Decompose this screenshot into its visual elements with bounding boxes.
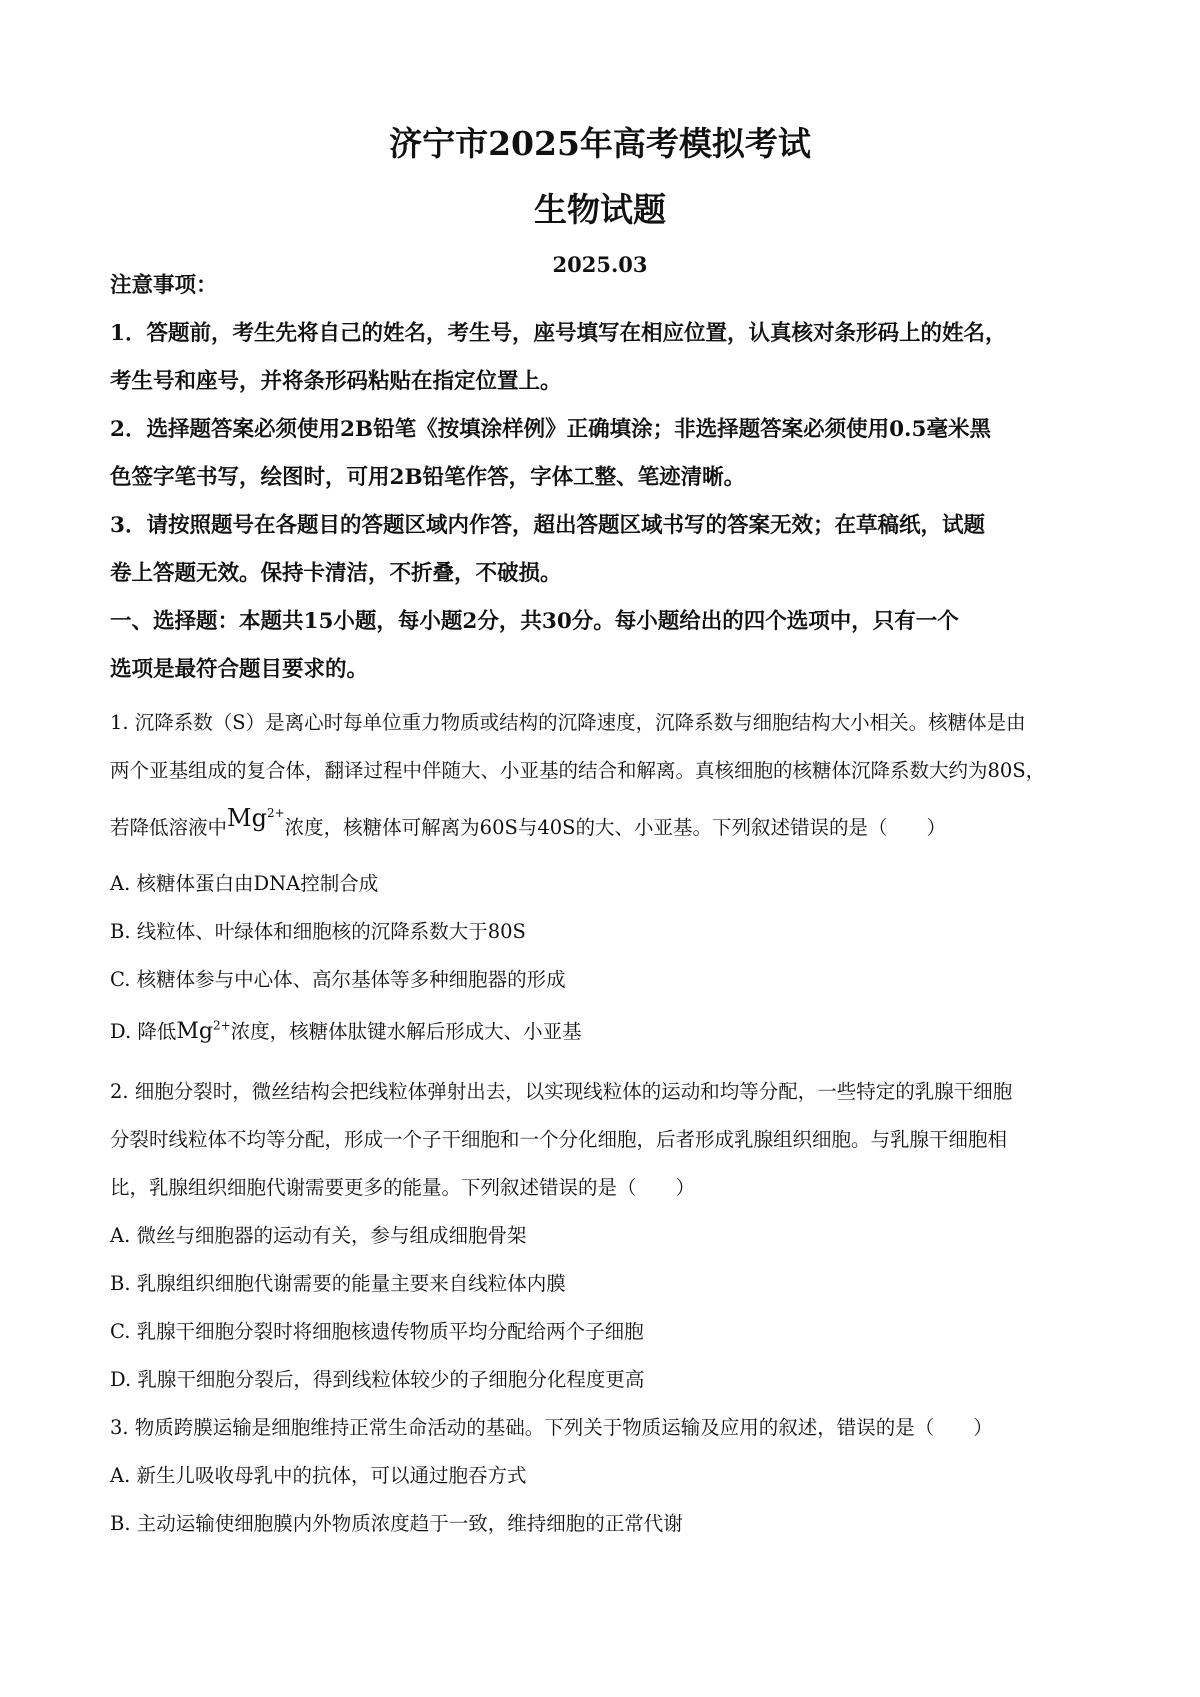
q2-option-b: B. 乳腺组织细胞代谢需要的能量主要来自线粒体内膜 <box>110 1272 566 1295</box>
q1-stem-pre: 若降低溶液中 <box>110 816 228 839</box>
q1-option-a: A. 核糖体蛋白由DNA控制合成 <box>110 872 379 895</box>
q1-stem: 1. 沉降系数（S）是离心时每单位重力物质或结构的沉降速度，沉降系数与细胞结构大小相关。核糖体是由 <box>110 711 1026 734</box>
q2-option-d: D. 乳腺干细胞分裂后，得到线粒体较少的子细胞分化程度更高 <box>110 1368 645 1391</box>
notes-line: 色签字笔书写，绘图时，可用2B铅笔作答，字体工整、笔迹清晰。 <box>110 465 746 490</box>
q2-stem: 2. 细胞分裂时，微丝结构会把线粒体弹射出去，以实现线粒体的运动和均等分配，一些特定的乳腺干细胞 <box>110 1080 1013 1103</box>
q1-option-d-post: 浓度，核糖体肽键水解后形成大、小亚基 <box>230 1020 582 1043</box>
q2-option-c: C. 乳腺干细胞分裂时将细胞核遗传物质平均分配给两个子细胞 <box>110 1320 644 1343</box>
notes-line: 2．选择题答案必须使用2B铅笔《按填涂样例》正确填涂；非选择题答案必须使用0.5毫米黑 <box>110 417 992 442</box>
q1-stem: 两个亚基组成的复合体，翻译过程中伴随大、小亚基的结合和解离。真核细胞的核糖体沉降系数大约为80S， <box>110 759 1046 782</box>
q3-stem: 3. 物质跨膜运输是细胞维持正常生命活动的基础。下列关于物质运输及应用的叙述，错误的是（ ） <box>110 1416 993 1439</box>
section-heading: 一、选择题：本题共15小题，每小题2分，共30分。每小题给出的四个选项中，只有一个 <box>110 609 959 634</box>
notes-heading: 注意事项： <box>110 273 218 298</box>
q1-stem-post: 浓度，核糖体可解离为60S与40S的大、小亚基。下列叙述错误的是（ ） <box>284 816 946 839</box>
mg-ion <box>227 804 285 832</box>
q2-stem: 比，乳腺组织细胞代谢需要更多的能量。下列叙述错误的是（ ） <box>110 1176 696 1199</box>
notes-line: 考生号和座号，并将条形码粘贴在指定位置上。 <box>110 369 562 394</box>
mg-ion <box>176 1019 230 1044</box>
mg-symbol: Mg <box>176 1019 213 1044</box>
notes-line: 卷上答题无效。保持卡清洁，不折叠，不破损。 <box>110 561 562 586</box>
notes-line: 1．答题前，考生先将自己的姓名，考生号，座号填写在相应位置，认真核对条形码上的姓名， <box>110 321 1007 346</box>
exam-title: 济宁市2025年高考模拟考试 <box>389 124 811 163</box>
subject-title: 生物试题 <box>534 190 666 229</box>
exam-date: 2025.03 <box>552 252 648 277</box>
q3-option-a: A. 新生儿吸收母乳中的抗体，可以通过胞吞方式 <box>110 1464 527 1487</box>
q1-option-b: B. 线粒体、叶绿体和细胞核的沉降系数大于80S <box>110 920 526 943</box>
q2-stem: 分裂时线粒体不均等分配，形成一个子干细胞和一个分化细胞，后者形成乳腺组织细胞。与乳腺干细胞相 <box>110 1128 1008 1151</box>
section-heading: 选项是最符合题目要求的。 <box>110 657 369 682</box>
mg-symbol: Mg <box>227 804 267 832</box>
q1-option-d-pre: D. 降低 <box>110 1020 177 1043</box>
q1-option-c: C. 核糖体参与中心体、高尔基体等多种细胞器的形成 <box>110 968 566 991</box>
q1-stem <box>110 804 1100 840</box>
q1-option-d <box>110 1016 1100 1044</box>
mg-charge: 2+ <box>212 1018 231 1033</box>
q3-option-b: B. 主动运输使细胞膜内外物质浓度趋于一致，维持细胞的正常代谢 <box>110 1512 683 1535</box>
mg-charge: 2+ <box>266 806 285 820</box>
notes-line: 3．请按照题号在各题目的答题区域内作答，超出答题区域书写的答案无效；在草稿纸，试题 <box>110 513 985 538</box>
q2-option-a: A. 微丝与细胞器的运动有关，参与组成细胞骨架 <box>110 1224 527 1247</box>
